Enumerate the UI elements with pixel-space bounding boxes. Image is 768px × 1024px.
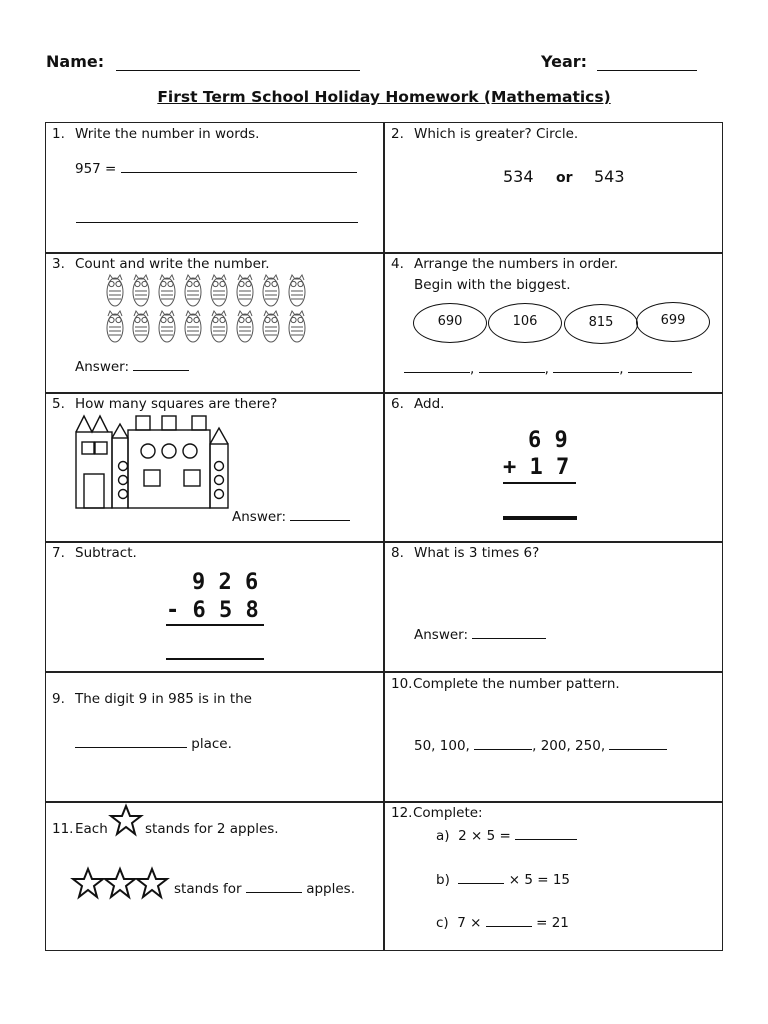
q10-blank[interactable] <box>609 737 667 750</box>
q11-each: Each <box>75 821 108 837</box>
q4-number-oval: 815 <box>564 304 638 344</box>
q6-number: 6. <box>391 396 404 412</box>
q11-stands-text: stands for 2 apples. <box>145 821 279 837</box>
q12-b-label: b) <box>436 872 450 888</box>
q11-stands-for: stands for <box>174 881 242 897</box>
q7-difference-line <box>166 624 264 626</box>
q5-number: 5. <box>52 396 65 412</box>
owl-picture-group <box>104 274 314 346</box>
q4-number-oval: 106 <box>488 303 562 343</box>
owl-icon <box>107 275 123 306</box>
q3-number: 3. <box>52 256 65 272</box>
q11-apples: apples. <box>306 881 356 897</box>
owl-icon <box>133 311 149 342</box>
q6-top-operand: 6 9 <box>528 428 568 453</box>
q8-number: 8. <box>391 545 404 561</box>
q8-text: What is 3 times 6? <box>414 545 540 561</box>
q9-answer <box>75 735 232 752</box>
q3-answer-label: Answer: <box>75 359 130 375</box>
q6-sum-line <box>503 482 576 484</box>
q1-blank[interactable] <box>121 160 357 173</box>
q12-c-tail: = 21 <box>536 915 569 931</box>
grid-divider <box>45 392 723 394</box>
q5-text: How many squares are there? <box>75 396 278 412</box>
q12-b-blank[interactable] <box>458 871 504 884</box>
q12-c-label: c) <box>436 915 449 931</box>
grid-divider <box>45 671 723 673</box>
q1-number-value: 957 = <box>75 161 117 177</box>
q8-answer-label: Answer: <box>414 627 469 643</box>
star-icon-group <box>72 867 172 901</box>
grid-divider <box>383 122 385 951</box>
q9-answer-blank[interactable] <box>75 735 187 748</box>
q7-answer-blank[interactable] <box>166 658 264 660</box>
q7-top-operand: 9 2 6 <box>192 570 259 595</box>
year-blank[interactable] <box>597 56 697 71</box>
q2-option-a[interactable]: 534 <box>503 167 534 186</box>
q10-pattern-part: , 200, 250, <box>532 738 606 754</box>
name-blank[interactable] <box>116 56 360 71</box>
q5-answer-blank[interactable] <box>290 508 350 521</box>
q4-answer-blanks[interactable]: , , , <box>404 360 692 377</box>
page-title: First Term School Holiday Homework (Mathematics) <box>157 88 611 106</box>
owl-icon <box>211 311 227 342</box>
q9-number: 9. <box>52 691 65 707</box>
q6-text: Add. <box>414 396 445 412</box>
q12-b-expr: × 5 = 15 <box>508 872 570 888</box>
grid-divider <box>45 801 723 803</box>
q4-text: Arrange the numbers in order. <box>414 256 619 272</box>
owl-icon <box>159 275 175 306</box>
q3-answer <box>75 358 189 375</box>
q3-answer-blank[interactable] <box>133 358 189 371</box>
q7-text: Subtract. <box>75 545 137 561</box>
q8-answer-blank[interactable] <box>472 626 546 639</box>
name-label: Name: <box>46 52 105 71</box>
q12-number: 12. <box>391 805 413 821</box>
grid-divider <box>45 541 723 543</box>
q11-number: 11. <box>52 821 74 837</box>
q3-text: Count and write the number. <box>75 256 270 272</box>
q4-number: 4. <box>391 256 404 272</box>
owl-icon <box>237 275 253 306</box>
q9-suffix: place. <box>191 736 232 752</box>
q10-text: Complete the number pattern. <box>413 676 620 692</box>
owl-icon <box>237 311 253 342</box>
owl-icon <box>185 311 201 342</box>
q8-answer <box>414 626 546 643</box>
owl-icon <box>289 275 305 306</box>
owl-icon <box>289 311 305 342</box>
owl-icon <box>263 275 279 306</box>
q4-text2: Begin with the biggest. <box>414 277 571 293</box>
q10-pattern-part: 50, 100, <box>414 738 470 754</box>
grid-divider <box>45 252 723 254</box>
q2-text: Which is greater? Circle. <box>414 126 579 142</box>
q7-number: 7. <box>52 545 65 561</box>
q4-number-oval: 690 <box>413 303 487 343</box>
q12-part-b <box>436 871 570 888</box>
q1-prompt <box>75 160 357 177</box>
q7-bottom-operand: - 6 5 8 <box>166 598 259 623</box>
q5-answer <box>232 508 350 525</box>
q12-a-blank[interactable] <box>515 827 577 840</box>
q11-answer-blank[interactable] <box>246 880 302 893</box>
q10-number: 10. <box>391 676 413 692</box>
owl-icon <box>107 311 123 342</box>
q12-c-blank[interactable] <box>486 914 532 927</box>
q10-blank[interactable] <box>474 737 532 750</box>
owl-icon <box>133 275 149 306</box>
q12-part-c <box>436 914 569 931</box>
owl-icon <box>159 311 175 342</box>
q9-text: The digit 9 in 985 is in the <box>75 691 252 707</box>
q5-answer-label: Answer: <box>232 509 287 525</box>
q2-option-b[interactable]: 543 <box>594 167 625 186</box>
owl-icon <box>211 275 227 306</box>
q2-number: 2. <box>391 126 404 142</box>
q10-pattern <box>414 737 667 754</box>
q12-a-expr: 2 × 5 = <box>458 828 511 844</box>
castle-picture <box>74 414 234 510</box>
q6-answer-blank[interactable] <box>503 516 577 520</box>
year-label: Year: <box>541 52 588 71</box>
q6-bottom-operand: + 1 7 <box>503 455 570 480</box>
q2-or: or <box>556 170 573 186</box>
owl-icon <box>263 311 279 342</box>
q12-a-label: a) <box>436 828 450 844</box>
q12-text: Complete: <box>413 805 483 821</box>
star-icon <box>110 804 142 836</box>
q1-number: 1. <box>52 126 65 142</box>
q12-c-expr: 7 × <box>457 915 482 931</box>
q1-text: Write the number in words. <box>75 126 260 142</box>
name-field[interactable] <box>46 52 360 71</box>
q11-answer <box>174 880 355 897</box>
q12-part-a <box>436 827 577 844</box>
q4-number-oval: 699 <box>636 302 710 342</box>
year-field[interactable] <box>541 52 697 71</box>
q1-blank-line2[interactable] <box>76 222 358 223</box>
owl-icon <box>185 275 201 306</box>
